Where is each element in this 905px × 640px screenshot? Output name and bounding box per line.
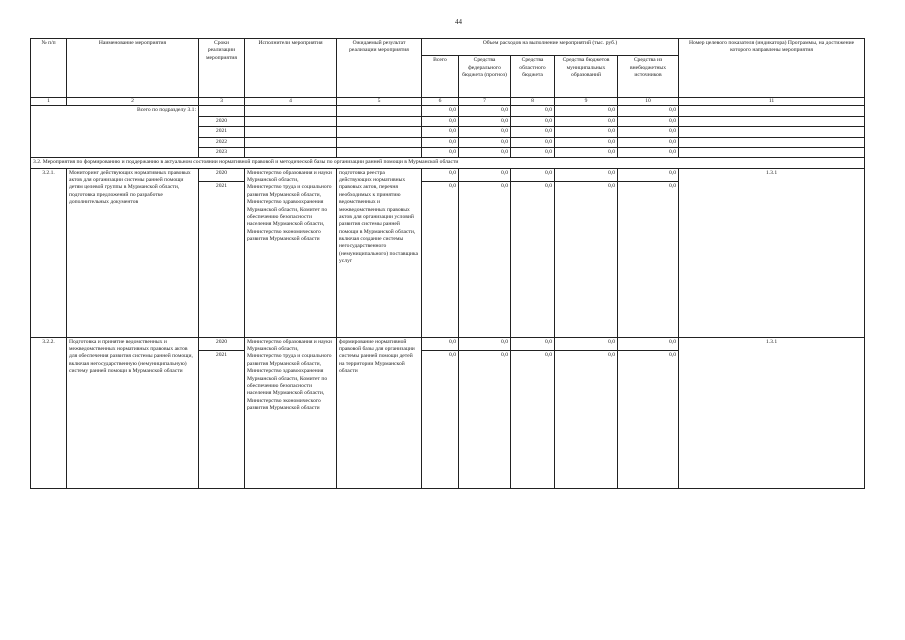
value-cell: 0,0 <box>618 337 679 350</box>
header-num: № п/п <box>31 39 67 98</box>
item-indicator: 1.3.1 <box>679 168 865 337</box>
value-cell: 0,0 <box>555 127 618 137</box>
value-cell: 0,0 <box>459 168 511 181</box>
empty-cell <box>679 147 865 157</box>
empty-cell <box>679 106 865 116</box>
item-number: 3.2.1. <box>31 168 67 337</box>
empty-cell <box>245 137 337 147</box>
value-cell: 0,0 <box>459 181 511 337</box>
empty-cell <box>245 106 337 116</box>
section-title: 3.2. Мероприятия по формированию и поддержанию в актуальном состоянии нормативной правовой и методической базы по организации ранней помощи в Мурманской области <box>31 158 865 168</box>
value-cell: 0,0 <box>459 350 511 488</box>
year-cell: 2023 <box>199 147 245 157</box>
page-number: 44 <box>455 18 462 26</box>
empty-cell <box>679 127 865 137</box>
year-cell: 2021 <box>199 350 245 488</box>
value-cell: 0,0 <box>422 147 459 157</box>
item-row <box>31 337 865 350</box>
value-cell: 0,0 <box>511 168 555 181</box>
value-cell: 0,0 <box>555 137 618 147</box>
column-number: 2 <box>67 98 199 106</box>
value-cell: 0,0 <box>459 106 511 116</box>
header-row <box>31 39 865 56</box>
value-cell: 0,0 <box>511 147 555 157</box>
item-number: 3.2.2. <box>31 337 67 488</box>
value-cell: 0,0 <box>422 350 459 488</box>
empty-cell <box>337 127 422 137</box>
item-indicator: 1.3.1 <box>679 337 865 488</box>
header-name: Наименование мероприятия <box>67 39 199 98</box>
section-row <box>31 158 865 168</box>
column-number: 7 <box>459 98 511 106</box>
column-number: 1 <box>31 98 67 106</box>
value-cell: 0,0 <box>459 147 511 157</box>
value-cell: 0,0 <box>511 116 555 126</box>
column-number-row <box>31 98 865 106</box>
value-cell: 0,0 <box>618 350 679 488</box>
value-cell: 0,0 <box>555 147 618 157</box>
value-cell: 0,0 <box>618 168 679 181</box>
value-cell: 0,0 <box>618 116 679 126</box>
year-cell: 2020 <box>199 337 245 350</box>
header-executors: Исполнители мероприятия <box>245 39 337 98</box>
empty-cell <box>245 116 337 126</box>
value-cell: 0,0 <box>555 116 618 126</box>
value-cell: 0,0 <box>555 181 618 337</box>
value-cell: 0,0 <box>459 127 511 137</box>
item-row <box>31 168 865 181</box>
item-executors: Министерство образования и науки Мурманской области, Министерство труда и социального развития Мурманской области, Министерство здравоохранения Мурманской области, Комитет по обеспечению безопасности населения Мурманской области, Министерство экономического развития Мурманской области <box>245 337 337 488</box>
value-cell: 0,0 <box>422 181 459 337</box>
empty-cell <box>679 137 865 147</box>
year-cell: 2022 <box>199 137 245 147</box>
value-cell: 0,0 <box>422 106 459 116</box>
value-cell: 0,0 <box>618 106 679 116</box>
measures-table <box>30 38 865 489</box>
year-cell: 2020 <box>199 168 245 181</box>
header-offbudget: Средства из внебюджетных источников <box>618 56 679 98</box>
value-cell: 0,0 <box>422 337 459 350</box>
value-cell: 0,0 <box>555 168 618 181</box>
header-indicator: Номер целевого показателя (индикатора) Программы, на достижение которого направлены мероприятия <box>679 39 865 98</box>
column-number: 3 <box>199 98 245 106</box>
empty-cell <box>337 116 422 126</box>
value-cell: 0,0 <box>555 350 618 488</box>
item-result: подготовка реестра действующих нормативных правовых актов, перечня необходимых к принятию ведомственных и межведомственных правовых актов для организации условий развития системы ранней помощи в Мурманской области, включая создание системы негосударственного (немуниципального) поставщика услуг <box>337 168 422 337</box>
empty-cell <box>337 147 422 157</box>
value-cell: 0,0 <box>511 350 555 488</box>
header-terms: Сроки реализации мероприятия <box>199 39 245 98</box>
value-cell: 0,0 <box>459 116 511 126</box>
value-cell: 0,0 <box>422 137 459 147</box>
subtotal-label: Всего по подразделу 3.1: <box>31 106 199 158</box>
year-cell: 2020 <box>199 116 245 126</box>
column-number: 5 <box>337 98 422 106</box>
year-cell <box>199 106 245 116</box>
value-cell: 0,0 <box>618 147 679 157</box>
value-cell: 0,0 <box>459 337 511 350</box>
year-cell: 2021 <box>199 181 245 337</box>
subtotal-row <box>31 106 865 116</box>
value-cell: 0,0 <box>555 106 618 116</box>
header-municipal: Средства бюджетов муниципальных образований <box>555 56 618 98</box>
column-number: 9 <box>555 98 618 106</box>
value-cell: 0,0 <box>618 127 679 137</box>
value-cell: 0,0 <box>618 137 679 147</box>
column-number: 6 <box>422 98 459 106</box>
header-volume: Объем расходов на выполнение мероприятий (тыс. руб.) <box>422 39 679 56</box>
value-cell: 0,0 <box>422 168 459 181</box>
empty-cell <box>337 137 422 147</box>
empty-cell <box>679 116 865 126</box>
value-cell: 0,0 <box>511 106 555 116</box>
value-cell: 0,0 <box>618 181 679 337</box>
header-regional: Средства областного бюджета <box>511 56 555 98</box>
value-cell: 0,0 <box>511 337 555 350</box>
item-name: Подготовка и принятие ведомственных и межведомственных нормативных правовых актов для обеспечения развития системы ранней помощи, включая негосударственную (немуниципальную) систему ранней помощи в Мурманской области <box>67 337 199 488</box>
value-cell: 0,0 <box>422 127 459 137</box>
item-name: Мониторинг действующих нормативных правовых актов для организации системы ранней помощи детям целевой группы в Мурманской области, подготовка предложений по разработке дополнительных документов <box>67 168 199 337</box>
value-cell: 0,0 <box>555 337 618 350</box>
item-result: формирование нормативной правовой базы для организации системы ранней помощи детей на территории Мурманской области <box>337 337 422 488</box>
column-number: 4 <box>245 98 337 106</box>
empty-cell <box>245 127 337 137</box>
empty-cell <box>245 147 337 157</box>
header-total: Всего <box>422 56 459 98</box>
value-cell: 0,0 <box>511 137 555 147</box>
year-cell: 2021 <box>199 127 245 137</box>
value-cell: 0,0 <box>511 181 555 337</box>
value-cell: 0,0 <box>459 137 511 147</box>
value-cell: 0,0 <box>422 116 459 126</box>
item-executors: Министерство образования и науки Мурманской области, Министерство труда и социального развития Мурманской области, Министерство здравоохранения Мурманской области, Комитет по обеспечению безопасности населения Мурманской области, Министерство экономического развития Мурманской области <box>245 168 337 337</box>
header-result: Ожидаемый результат реализации мероприятия <box>337 39 422 98</box>
empty-cell <box>337 106 422 116</box>
column-number: 10 <box>618 98 679 106</box>
column-number: 11 <box>679 98 865 106</box>
value-cell: 0,0 <box>511 127 555 137</box>
header-federal: Средства федерального бюджета (прогноз) <box>459 56 511 98</box>
column-number: 8 <box>511 98 555 106</box>
